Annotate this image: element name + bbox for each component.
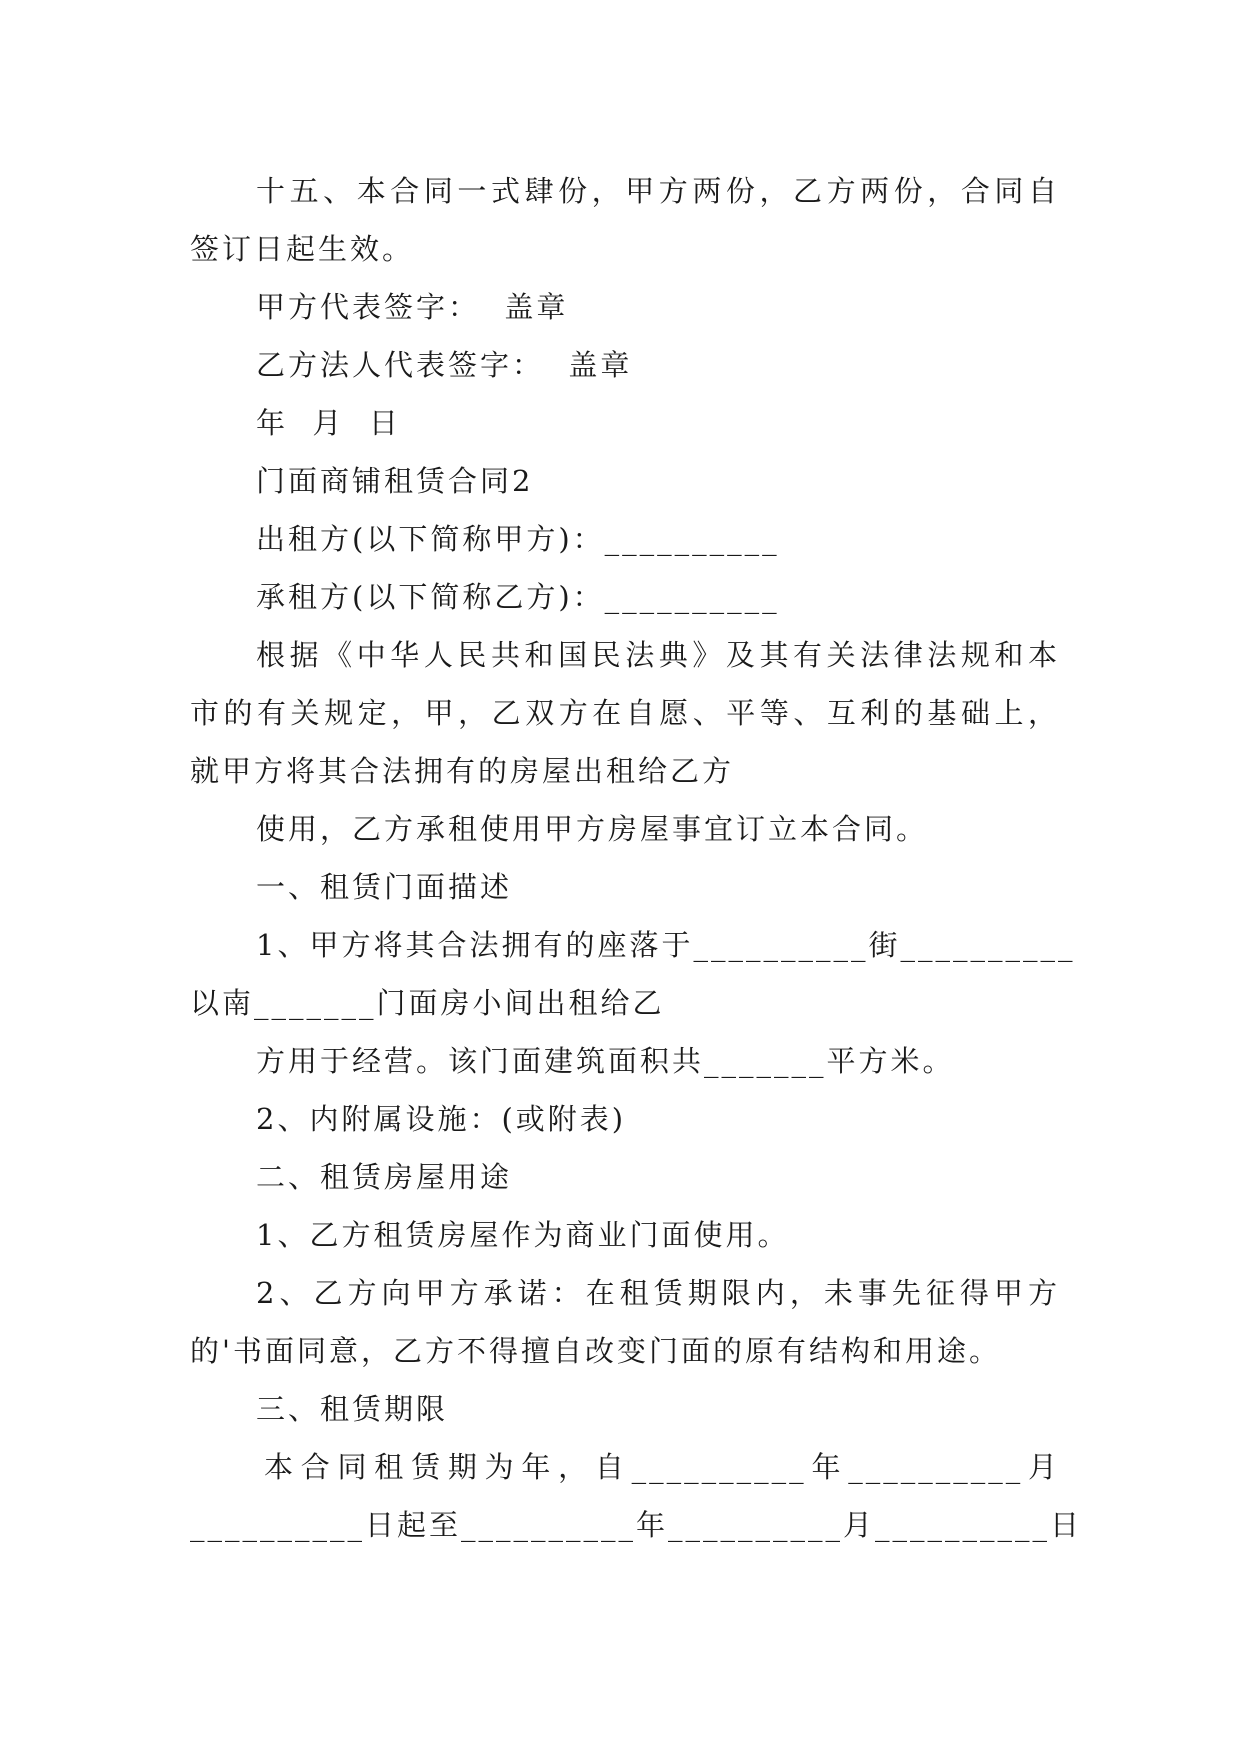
section-1-item-2: 2、内附属设施：(或附表) <box>256 1102 627 1136</box>
preamble-line-3: 就甲方将其合法拥有的房屋出租给乙方 <box>190 754 735 788</box>
clause-15-line-2: 签订日起生效。 <box>190 232 415 266</box>
document-body <box>190 162 1083 1554</box>
section-3-term-line-1: 本合同租赁期为年，自__________年__________月 <box>264 1450 1060 1484</box>
signature-date: 年 月 日 <box>256 406 401 440</box>
section-2-heading: 二、租赁房屋用途 <box>256 1160 513 1194</box>
section-1-item-1-line-2: 以南_______门面房小间出租给乙 <box>190 986 665 1020</box>
section-1-heading: 一、租赁门面描述 <box>256 870 513 904</box>
lessee-line: 承租方(以下简称乙方)：__________ <box>256 580 780 614</box>
section-1-item-1-line-3: 方用于经营。该门面建筑面积共_______平方米。 <box>256 1044 955 1078</box>
lessor-line: 出租方(以下简称甲方)：__________ <box>256 522 780 556</box>
section-2-item-2-line-2: 的'书面同意，乙方不得擅自改变门面的原有结构和用途。 <box>190 1334 1001 1368</box>
section-1-item-1-line-1: 1、甲方将其合法拥有的座落于__________街__________ <box>256 928 1076 962</box>
preamble-line-2: 市的有关规定，甲，乙双方在自愿、平等、互利的基础上， <box>190 696 1060 730</box>
section-2-item-1: 1、乙方租赁房屋作为商业门面使用。 <box>256 1218 790 1252</box>
contract-title-2: 门面商铺租赁合同2 <box>256 464 534 498</box>
section-3-heading: 三、租赁期限 <box>256 1392 449 1426</box>
section-2-item-2-line-1: 2、乙方向甲方承诺：在租赁期限内，未事先征得甲方 <box>256 1276 1060 1310</box>
party-b-signature: 乙方法人代表签字： 盖章 <box>256 348 633 382</box>
section-3-term-line-2: __________日起至__________年__________月__________日 <box>190 1508 1083 1542</box>
preamble-line-1: 根据《中华人民共和国民法典》及其有关法律法规和本 <box>256 638 1060 672</box>
preamble-line-4: 使用，乙方承租使用甲方房屋事宜订立本合同。 <box>256 812 929 846</box>
clause-15-line-1: 十五、本合同一式肆份，甲方两份，乙方两份，合同自 <box>256 174 1060 208</box>
party-a-signature: 甲方代表签字： 盖章 <box>256 290 569 324</box>
